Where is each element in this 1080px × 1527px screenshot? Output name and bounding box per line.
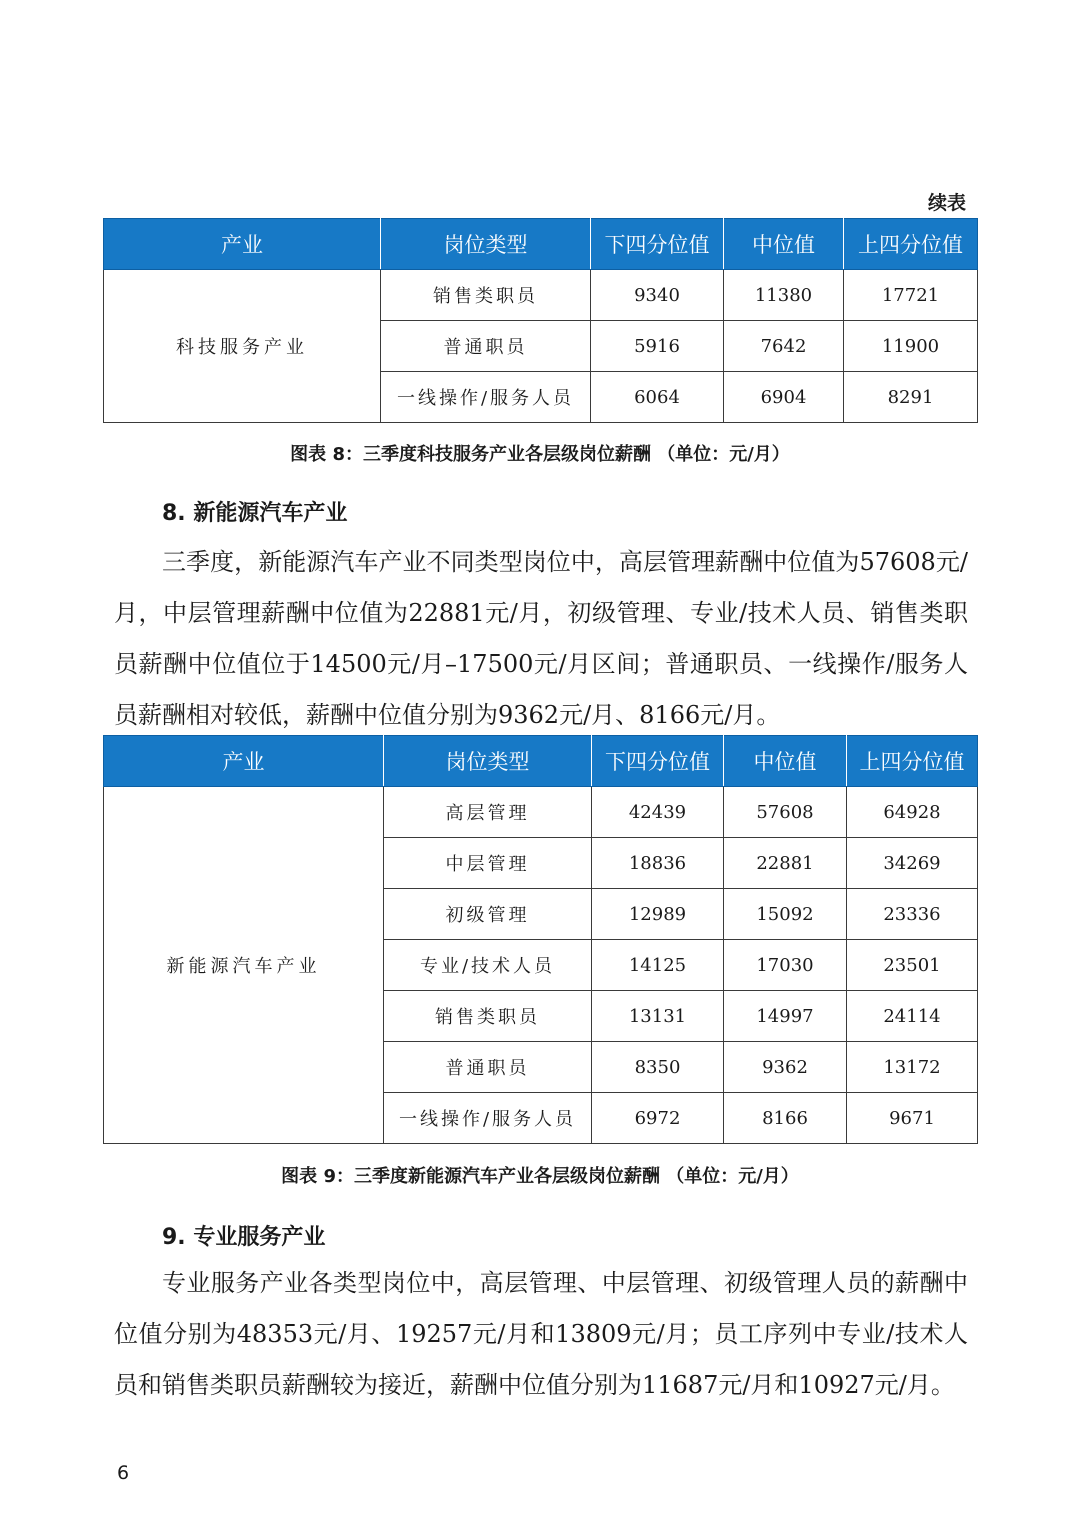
table-9-caption: 图表 9：三季度新能源汽车产业各层级岗位薪酬 （单位：元/月）	[281, 1166, 799, 1187]
p75-cell: 34269	[847, 838, 978, 889]
median-cell: 8166	[724, 1093, 847, 1144]
median-cell: 11380	[724, 270, 844, 321]
p75-cell: 23501	[847, 940, 978, 991]
section-9-paragraph: 专业服务产业各类型岗位中，高层管理、中层管理、初级管理人员的薪酬中位值分别为48353元/月、19257元/月和13809元/月；员工序列中专业/技术人员和销售类职员薪酬较为接近，薪酬中位值分别为11687元/月和10927元/月。	[114, 1269, 968, 1399]
p75-cell: 24114	[847, 991, 978, 1042]
role-cell: 高层管理	[384, 787, 592, 838]
median-cell: 9362	[724, 1042, 847, 1093]
header-p75: 上四分位值	[844, 219, 978, 270]
header-median: 中位值	[724, 736, 847, 787]
role-cell: 初级管理	[384, 889, 592, 940]
median-cell: 17030	[724, 940, 847, 991]
p75-cell: 8291	[844, 372, 978, 423]
header-role: 岗位类型	[381, 219, 591, 270]
p25-cell: 42439	[592, 787, 724, 838]
table-8-caption: 图表 8：三季度科技服务产业各层级岗位薪酬 （单位：元/月）	[290, 444, 790, 465]
p25-cell: 6064	[591, 372, 724, 423]
table-row	[104, 270, 978, 321]
median-cell: 15092	[724, 889, 847, 940]
p25-cell: 13131	[592, 991, 724, 1042]
p75-cell: 13172	[847, 1042, 978, 1093]
p25-cell: 12989	[592, 889, 724, 940]
role-cell: 销售类职员	[384, 991, 592, 1042]
header-role: 岗位类型	[384, 736, 592, 787]
p25-cell: 8350	[592, 1042, 724, 1093]
header-p75: 上四分位值	[847, 736, 978, 787]
role-cell: 销售类职员	[381, 270, 591, 321]
table-tech-services-salary	[103, 218, 978, 423]
p25-cell: 6972	[592, 1093, 724, 1144]
p25-cell: 5916	[591, 321, 724, 372]
median-cell: 14997	[724, 991, 847, 1042]
industry-cell: 科技服务产业	[104, 270, 381, 423]
section-9-heading: 9. 专业服务产业	[162, 1225, 326, 1250]
p75-cell: 11900	[844, 321, 978, 372]
header-p25: 下四分位值	[591, 219, 724, 270]
industry-cell: 新能源汽车产业	[104, 787, 384, 1144]
table-header-row	[104, 219, 978, 270]
p75-cell: 9671	[847, 1093, 978, 1144]
role-cell: 专业/技术人员	[384, 940, 592, 991]
header-industry: 产业	[104, 219, 381, 270]
role-cell: 普通职员	[381, 321, 591, 372]
table-header-row	[104, 736, 978, 787]
median-cell: 7642	[724, 321, 844, 372]
continued-table-label: 续表	[927, 192, 966, 214]
role-cell: 普通职员	[384, 1042, 592, 1093]
p75-cell: 23336	[847, 889, 978, 940]
p25-cell: 18836	[592, 838, 724, 889]
p25-cell: 14125	[592, 940, 724, 991]
p75-cell: 17721	[844, 270, 978, 321]
median-cell: 22881	[724, 838, 847, 889]
table-nev-salary	[103, 735, 978, 1144]
header-p25: 下四分位值	[592, 736, 724, 787]
section-8-paragraph: 三季度，新能源汽车产业不同类型岗位中，高层管理薪酬中位值为57608元/月，中层管理薪酬中位值为22881元/月，初级管理、专业/技术人员、销售类职员薪酬中位值位于14500元/月–17500元/月区间；普通职员、一线操作/服务人员薪酬相对较低，薪酬中位值分别为9362元/月、8166元/月。	[114, 548, 968, 729]
table-row	[104, 787, 978, 838]
role-cell: 一线操作/服务人员	[381, 372, 591, 423]
median-cell: 6904	[724, 372, 844, 423]
median-cell: 57608	[724, 787, 847, 838]
role-cell: 中层管理	[384, 838, 592, 889]
p75-cell: 64928	[847, 787, 978, 838]
role-cell: 一线操作/服务人员	[384, 1093, 592, 1144]
page-number: 6	[117, 1462, 130, 1484]
section-8-heading: 8. 新能源汽车产业	[162, 501, 348, 526]
p25-cell: 9340	[591, 270, 724, 321]
header-industry: 产业	[104, 736, 384, 787]
header-median: 中位值	[724, 219, 844, 270]
